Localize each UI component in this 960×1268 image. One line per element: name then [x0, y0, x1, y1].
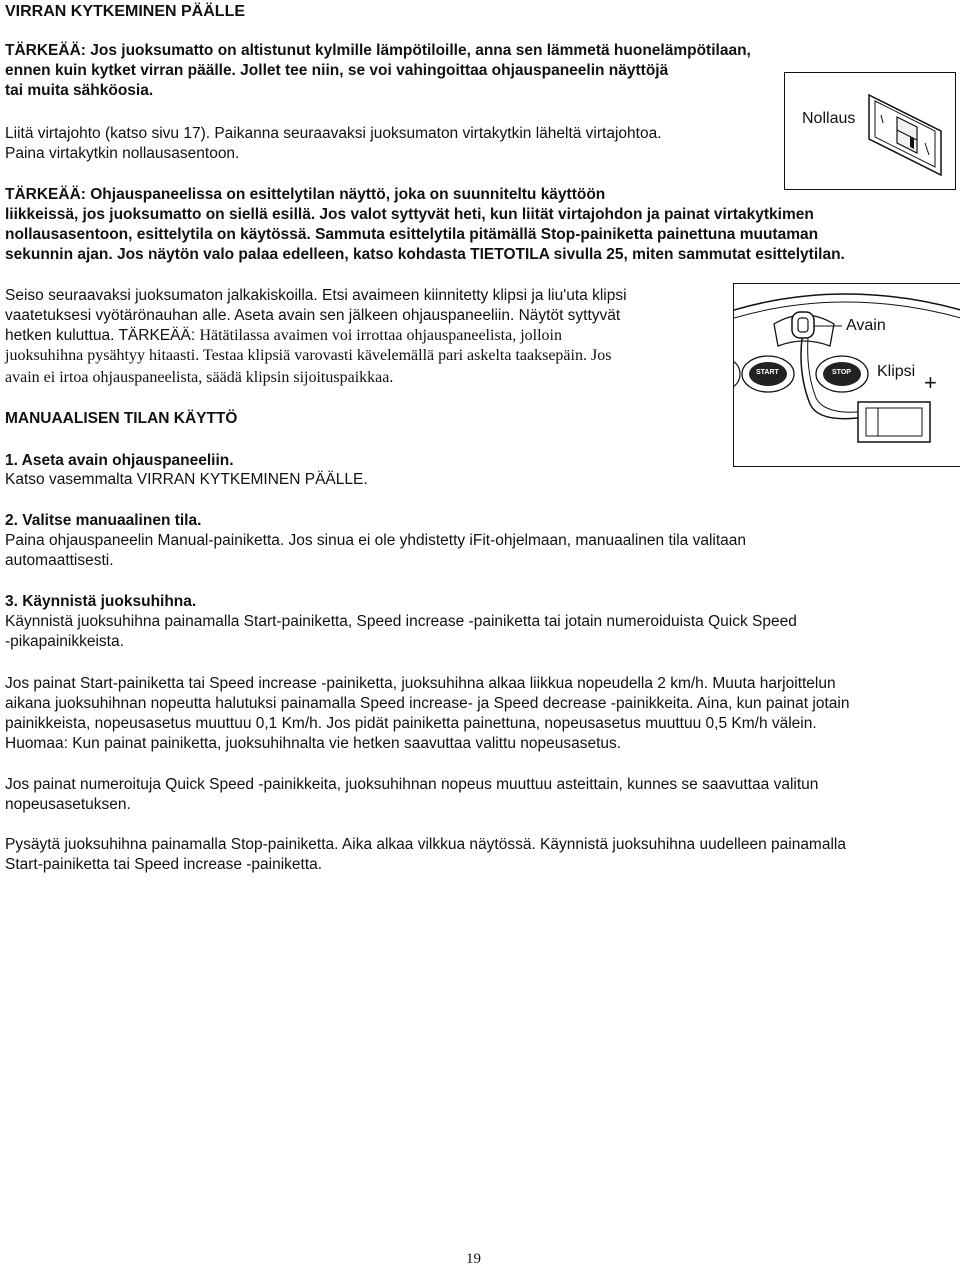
important-note-line: TÄRKEÄÄ: Ohjauspaneelissa on esittelytilan näyttö, joka on suunniteltu käyttöön	[5, 186, 606, 203]
clip-label: Klipsi	[877, 363, 916, 380]
stop-button-label: STOP	[832, 369, 851, 376]
body-text-line: automaattisesti.	[5, 552, 114, 569]
plus-button-label: +	[924, 370, 937, 395]
body-text-line: Jos painat numeroituja Quick Speed -painikkeita, juoksuhihnan nopeus muuttuu asteittain, kunnes se saavuttaa valitun	[5, 776, 819, 793]
important-note-line: tai muita sähköosia.	[5, 82, 154, 99]
body-text-line	[5, 326, 562, 346]
body-text-line: Seiso seuraavaksi juoksumaton jalkakiskoilla. Etsi avaimeen kiinnitetty klipsi ja liu'uta klipsi	[5, 287, 627, 304]
body-text-line: juoksuhihna pysähtyy hitaasti. Testaa klipsiä varovasti kävelemällä pari askelta taaksepäin. Jos	[5, 347, 612, 364]
key-clip-figure	[733, 283, 960, 467]
start-button-label: START	[756, 369, 779, 376]
body-text-line: Katso vasemmalta VIRRAN KYTKEMINEN PÄÄLLE.	[5, 471, 368, 488]
reset-switch-figure	[784, 72, 956, 190]
step-title: 2. Valitse manuaalinen tila.	[5, 512, 202, 529]
important-note-line: ennen kuin kytket virran päälle. Jollet tee niin, se voi vahingoittaa ohjauspaneelin näyttöjä	[5, 62, 669, 79]
important-note-line: nollausasentoon, esittelytila on käytössä. Sammuta esittelytila pitämällä Stop-painiketta painettuna muutaman	[5, 226, 819, 243]
body-text-line: aikana juoksuhihnan nopeutta halutuksi painamalla Speed increase- ja Speed decrease -painikkeita. Aina, kun painat jotain	[5, 695, 850, 712]
section-heading-power: VIRRAN KYTKEMINEN PÄÄLLE	[5, 3, 246, 20]
body-text-line: Pysäytä juoksuhihna painamalla Stop-painiketta. Aika alkaa vilkkua näytössä. Käynnistä juoksuhihna uudelleen painamalla	[5, 836, 846, 853]
body-text-line: Paina virtakytkin nollausasentoon.	[5, 145, 240, 162]
body-text-sans: hetken kuluttua. TÄRKEÄÄ:	[5, 327, 196, 344]
body-text-line: Paina ohjauspaneelin Manual-painiketta. Jos sinua ei ole yhdistetty iFit-ohjelmaan, manuaalinen tila valitaan	[5, 532, 747, 549]
body-text-line: Käynnistä juoksuhihna painamalla Start-painiketta, Speed increase -painiketta tai jotain numeroiduista Quick Speed	[5, 613, 797, 630]
important-note-line: sekunnin ajan. Jos näytön valo palaa edelleen, katso kohdasta TIETOTILA sivulla 25, miten sammutat esittelytilan.	[5, 246, 845, 263]
key-label: Avain	[846, 317, 886, 334]
step-title: 1. Aseta avain ohjauspaneeliin.	[5, 452, 234, 469]
important-note-line: TÄRKEÄÄ: Jos juoksumatto on altistunut kylmille lämpötiloille, anna sen lämmetä huonelämpötilaan,	[5, 42, 751, 59]
body-text-line: vaatetuksesi vyötärönauhan alle. Aseta avain sen jälkeen ohjauspaneeliin. Näytöt syttyvät	[5, 307, 621, 324]
power-switch-illustration	[863, 75, 953, 185]
reset-label: Nollaus	[802, 110, 856, 127]
important-note-line: liikkeissä, jos juoksumatto on siellä esillä. Jos valot syttyvät heti, kun liität virtajohdon ja painat virtakytkimen	[5, 206, 814, 223]
body-text-line: nopeusasetuksen.	[5, 796, 131, 813]
body-text-line: Liitä virtajohto (katso sivu 17). Paikanna seuraavaksi juoksumaton virtakytkin läheltä virtajohtoa.	[5, 125, 662, 142]
body-text-line: Jos painat Start-painiketta tai Speed increase -painiketta, juoksuhihna alkaa liikkua nopeudella 2 km/h. Muuta harjoittelun	[5, 675, 836, 692]
body-text-line: Huomaa: Kun painat painiketta, juoksuhihnalta vie hetken saavuttaa valittu nopeusasetus.	[5, 735, 622, 752]
section-heading-manual: MANUAALISEN TILAN KÄYTTÖ	[5, 410, 238, 427]
body-text-line: Start-painiketta tai Speed increase -painiketta.	[5, 856, 323, 873]
page-number: 19	[466, 1251, 481, 1267]
body-text-line: avain ei irtoa ohjauspaneelista, säädä klipsin sijoituspaikkaa.	[5, 369, 394, 386]
body-text-line: painikkeista, nopeusasetus muuttuu 0,1 Km/h. Jos pidät painiketta painettuna, nopeusasetus muuttuu 0,5 Km/h välein.	[5, 715, 817, 732]
step-title: 3. Käynnistä juoksuhihna.	[5, 593, 197, 610]
body-text-serif: Hätätilassa avaimen voi irrottaa ohjauspaneelista, jolloin	[199, 327, 562, 344]
body-text-line: -pikapainikkeista.	[5, 633, 124, 650]
